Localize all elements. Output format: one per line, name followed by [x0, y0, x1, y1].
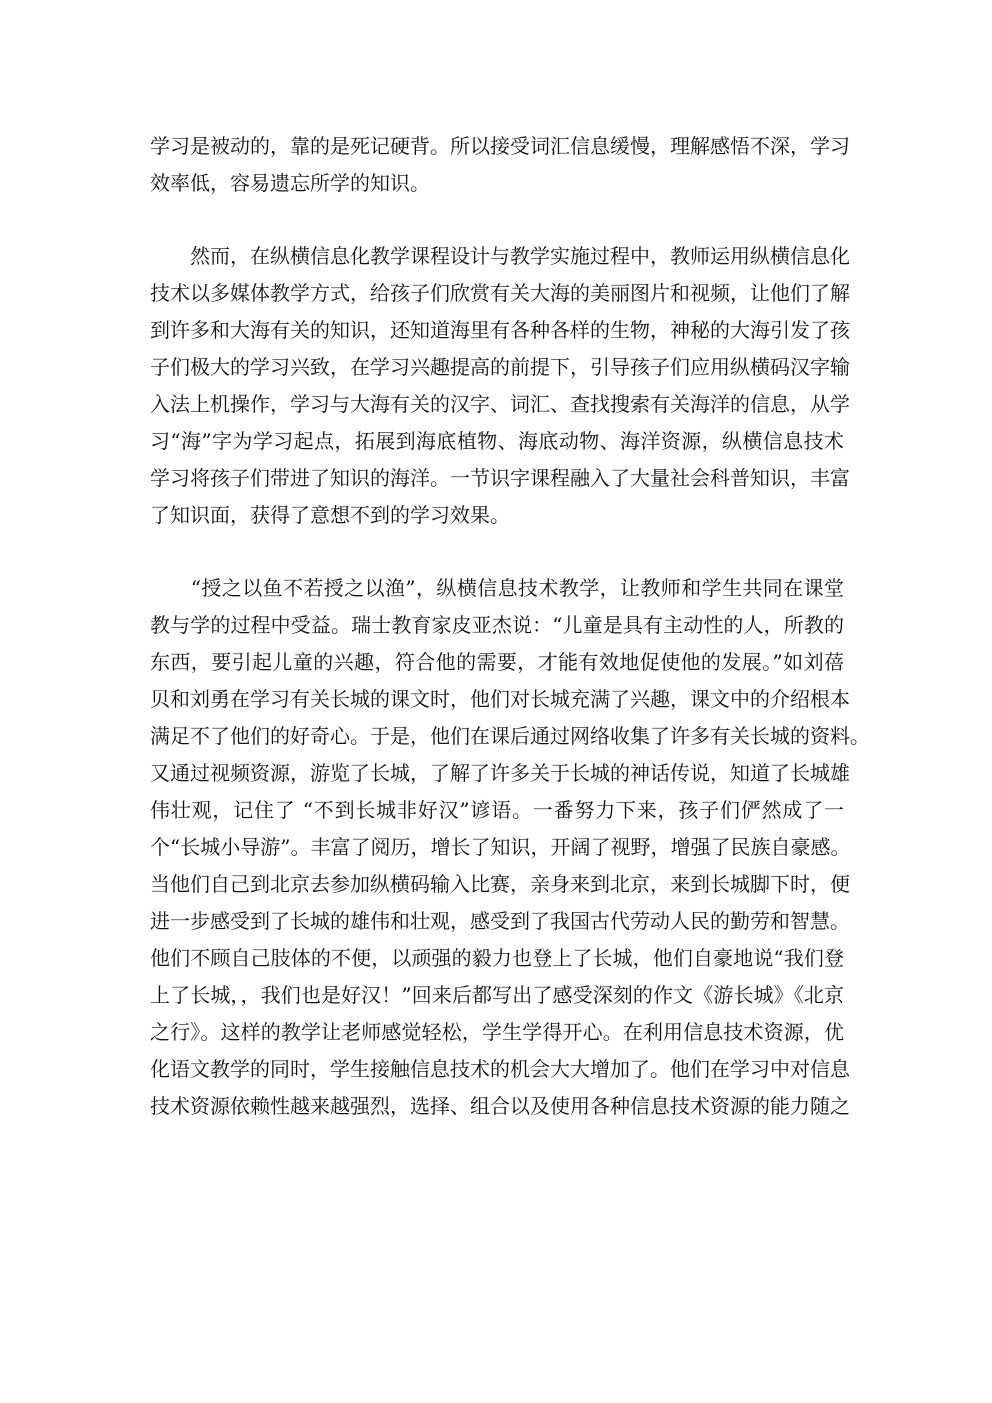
text-line: 上了长城，，我们也是好汉！”回来后都写出了感受深刻的作文《游长城》《北京 [150, 983, 844, 1007]
text-line: 学习将孩子们带进了知识的海洋。一节识字课程融入了大量社会科普知识，丰富 [150, 466, 850, 490]
text-line: 技术资源依赖性越来越强烈，选择、组合以及使用各种信息技术资源的能力随之 [150, 1094, 850, 1118]
text-line: 之行》。这样的教学让老师感觉轻松，学生学得开心。在利用信息技术资源，优 [150, 1020, 844, 1044]
text-line: 学习是被动的，靠的是死记硬背。所以接受词汇信息缓慢，理解感悟不深，学习 [150, 134, 850, 158]
text-line: 了知识面，获得了意想不到的学习效果。 [150, 503, 510, 527]
text-line: 然而，在纵横信息化教学课程设计与教学实施过程中，教师运用纵横信息化 [150, 244, 850, 268]
text-line: 东西，要引起儿童的兴趣，符合他的需要，才能有效地促使他的发展。”如刘蓓 [150, 650, 844, 674]
text-line: 他们不顾自己肢体的不便，以顽强的毅力也登上了长城，他们自豪地说“我们登 [150, 946, 844, 970]
text-line: 教与学的过程中受益。瑞士教育家皮亚杰说：“儿童是具有主动性的人，所教的 [150, 613, 844, 637]
text-line: 满足不了他们的好奇心。于是，他们在课后通过网络收集了许多有关长城的资料。 [150, 724, 870, 748]
text-line: 到许多和大海有关的知识，还知道海里有各种各样的生物，神秘的大海引发了孩 [150, 318, 850, 342]
text-line: 个“长城小导游”。丰富了阅历，增长了知识，开阔了视野，增强了民族自豪感。 [150, 835, 851, 859]
text-line: 伟壮观，记住了 “不到长城非好汉”谚语。一番努力下来，孩子们俨然成了一 [150, 798, 844, 822]
paragraph-1 [150, 128, 850, 202]
text-line: “授之以鱼不若授之以渔”，纵横信息技术教学，让教师和学生共同在课堂 [150, 576, 844, 600]
text-line: 子们极大的学习兴致，在学习兴趣提高的前提下，引导孩子们应用纵横码汉字输 [150, 355, 850, 379]
text-line: 技术以多媒体教学方式，给孩子们欣赏有关大海的美丽图片和视频，让他们了解 [150, 281, 850, 305]
text-line: 效率低，容易遗忘所学的知识。 [150, 171, 430, 195]
paragraph-spacer [150, 202, 844, 238]
paragraph-3 [150, 570, 870, 1125]
document-page [150, 128, 870, 1125]
text-line: 当他们自己到北京去参加纵横码输入比赛，亲身来到北京，来到长城脚下时，便 [150, 872, 850, 896]
text-line: 入法上机操作，学习与大海有关的汉字、词汇、查找搜索有关海洋的信息，从学 [150, 392, 850, 416]
paragraph-spacer [150, 534, 844, 570]
text-line: 进一步感受到了长城的雄伟和壮观，感受到了我国古代劳动人民的勤劳和智慧。 [150, 909, 850, 933]
text-line: 习“海”字为学习起点，拓展到海底植物、海底动物、海洋资源，纵横信息技术 [150, 429, 844, 453]
text-line: 又通过视频资源，游览了长城，了解了许多关于长城的神话传说，知道了长城雄 [150, 761, 850, 785]
paragraph-2 [150, 238, 850, 534]
text-line: 化语文教学的同时，学生接触信息技术的机会大大增加了。他们在学习中对信息 [150, 1057, 850, 1081]
text-line: 贝和刘勇在学习有关长城的课文时，他们对长城充满了兴趣，课文中的介绍根本 [150, 687, 850, 711]
